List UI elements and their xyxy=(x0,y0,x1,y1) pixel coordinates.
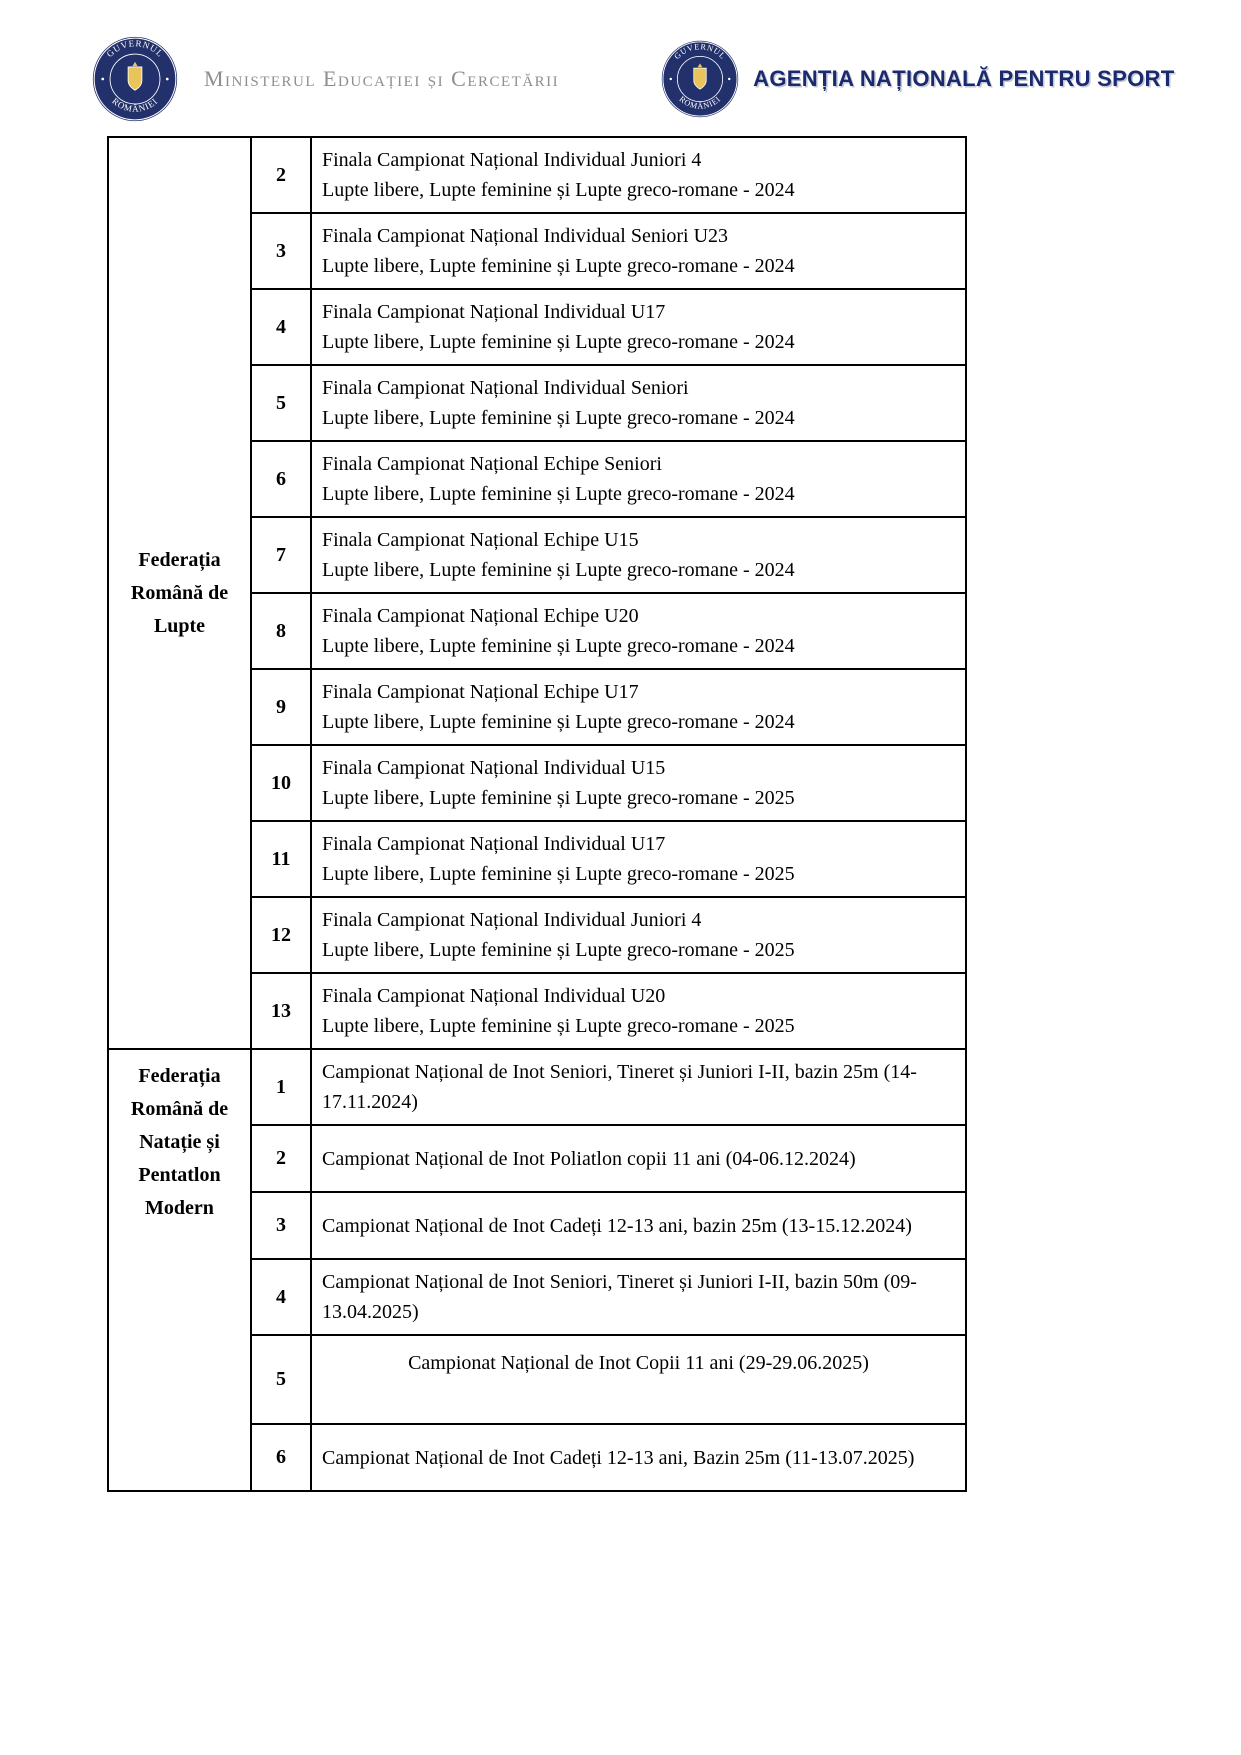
government-seal-icon xyxy=(661,40,739,118)
ministry-title: Ministerul Educației și Cercetării xyxy=(204,66,560,91)
event-line: Lupte libere, Lupte feminine și Lupte greco-romane - 2025 xyxy=(322,787,795,809)
event-description-cell xyxy=(311,593,966,669)
table-row xyxy=(108,1049,966,1125)
event-description-cell: Campionat Național de Inot Poliatlon copii 11 ani (04-06.12.2024) xyxy=(311,1125,966,1192)
event-line: Finala Campionat Național Individual Juniori 4 xyxy=(322,149,702,171)
event-line: Finala Campionat Național Echipe U15 xyxy=(322,529,639,551)
row-number-cell: 6 xyxy=(251,1424,311,1491)
row-number-cell: 8 xyxy=(251,593,311,669)
event-description-cell xyxy=(311,821,966,897)
event-description-cell xyxy=(311,517,966,593)
agency-title: AGENȚIA NAȚIONALĂ PENTRU SPORT xyxy=(753,66,1175,91)
seal-top-text: GUVERNUL xyxy=(104,38,166,60)
event-line: Lupte libere, Lupte feminine și Lupte greco-romane - 2024 xyxy=(322,711,795,733)
row-number-cell: 9 xyxy=(251,669,311,745)
events-table xyxy=(107,136,967,1492)
event-line: Finala Campionat Național Individual Seniori xyxy=(322,377,689,399)
event-description-cell: Campionat Național de Inot Seniori, Tineret și Juniori I-II, bazin 50m (09-13.04.2025) xyxy=(311,1259,966,1335)
row-number-cell: 10 xyxy=(251,745,311,821)
event-description-cell: Campionat Național de Inot Seniori, Tineret și Juniori I-II, bazin 25m (14-17.11.2024) xyxy=(311,1049,966,1125)
row-number-cell: 4 xyxy=(251,289,311,365)
row-number-cell: 5 xyxy=(251,1335,311,1424)
row-number-cell: 12 xyxy=(251,897,311,973)
row-number-cell: 13 xyxy=(251,973,311,1049)
table-row xyxy=(108,137,966,213)
event-description-cell xyxy=(311,365,966,441)
event-line: Lupte libere, Lupte feminine și Lupte greco-romane - 2025 xyxy=(322,863,795,885)
page-header xyxy=(0,0,1241,122)
federation-name-cell: Federația Română de Natație și Pentatlon Modern xyxy=(108,1049,251,1491)
row-number-cell: 3 xyxy=(251,213,311,289)
event-line: Finala Campionat Național Individual U15 xyxy=(322,757,666,779)
event-line: Lupte libere, Lupte feminine și Lupte greco-romane - 2024 xyxy=(322,255,795,277)
seal-bottom-text: ROMÂNIEI xyxy=(677,94,723,111)
event-line: Finala Campionat Național Individual U20 xyxy=(322,985,666,1007)
event-line: Finala Campionat Național Individual Juniori 4 xyxy=(322,909,702,931)
coat-of-arms-icon xyxy=(694,68,706,89)
row-number-cell: 3 xyxy=(251,1192,311,1259)
event-description-cell: Campionat Național de Inot Copii 11 ani (29-29.06.2025) xyxy=(311,1335,966,1424)
federation-name-cell: Federația Română de Lupte xyxy=(108,137,251,1049)
event-description-cell: Campionat Național de Inot Cadeți 12-13 ani, Bazin 25m (11-13.07.2025) xyxy=(311,1424,966,1491)
event-line: Lupte libere, Lupte feminine și Lupte greco-romane - 2025 xyxy=(322,1015,795,1037)
row-number-cell: 1 xyxy=(251,1049,311,1125)
event-description-cell xyxy=(311,289,966,365)
event-line: Lupte libere, Lupte feminine și Lupte greco-romane - 2024 xyxy=(322,483,795,505)
event-line: Lupte libere, Lupte feminine și Lupte greco-romane - 2024 xyxy=(322,559,795,581)
event-line: Lupte libere, Lupte feminine și Lupte greco-romane - 2024 xyxy=(322,179,795,201)
event-line: Finala Campionat Național Echipe U20 xyxy=(322,605,639,627)
row-number-cell: 5 xyxy=(251,365,311,441)
event-line: Lupte libere, Lupte feminine și Lupte greco-romane - 2024 xyxy=(322,331,795,353)
seal-top-text: GUVERNUL xyxy=(672,42,728,62)
row-number-cell: 11 xyxy=(251,821,311,897)
event-description-cell xyxy=(311,441,966,517)
row-number-cell: 2 xyxy=(251,1125,311,1192)
event-line: Finala Campionat Național Individual U17 xyxy=(322,833,666,855)
row-number-cell: 7 xyxy=(251,517,311,593)
row-number-cell: 4 xyxy=(251,1259,311,1335)
government-seal-icon xyxy=(92,36,178,122)
row-number-cell: 2 xyxy=(251,137,311,213)
event-description-cell xyxy=(311,745,966,821)
events-table-body xyxy=(108,137,966,1491)
event-line: Finala Campionat Național Individual Seniori U23 xyxy=(322,225,729,247)
event-line: Lupte libere, Lupte feminine și Lupte greco-romane - 2024 xyxy=(322,407,795,429)
event-description-cell xyxy=(311,137,966,213)
event-description-cell: Campionat Național de Inot Cadeți 12-13 ani, bazin 25m (13-15.12.2024) xyxy=(311,1192,966,1259)
event-description-cell xyxy=(311,213,966,289)
event-line: Finala Campionat Național Echipe Seniori xyxy=(322,453,662,475)
row-number-cell: 6 xyxy=(251,441,311,517)
event-line: Lupte libere, Lupte feminine și Lupte greco-romane - 2024 xyxy=(322,635,795,657)
event-line: Finala Campionat Național Echipe U17 xyxy=(322,681,639,703)
coat-of-arms-icon xyxy=(128,67,142,90)
event-description-cell xyxy=(311,897,966,973)
event-line: Lupte libere, Lupte feminine și Lupte greco-romane - 2025 xyxy=(322,939,795,961)
seal-bottom-text: ROMÂNIEI xyxy=(110,95,160,114)
event-description-cell xyxy=(311,669,966,745)
event-description-cell xyxy=(311,973,966,1049)
event-line: Finala Campionat Național Individual U17 xyxy=(322,301,666,323)
